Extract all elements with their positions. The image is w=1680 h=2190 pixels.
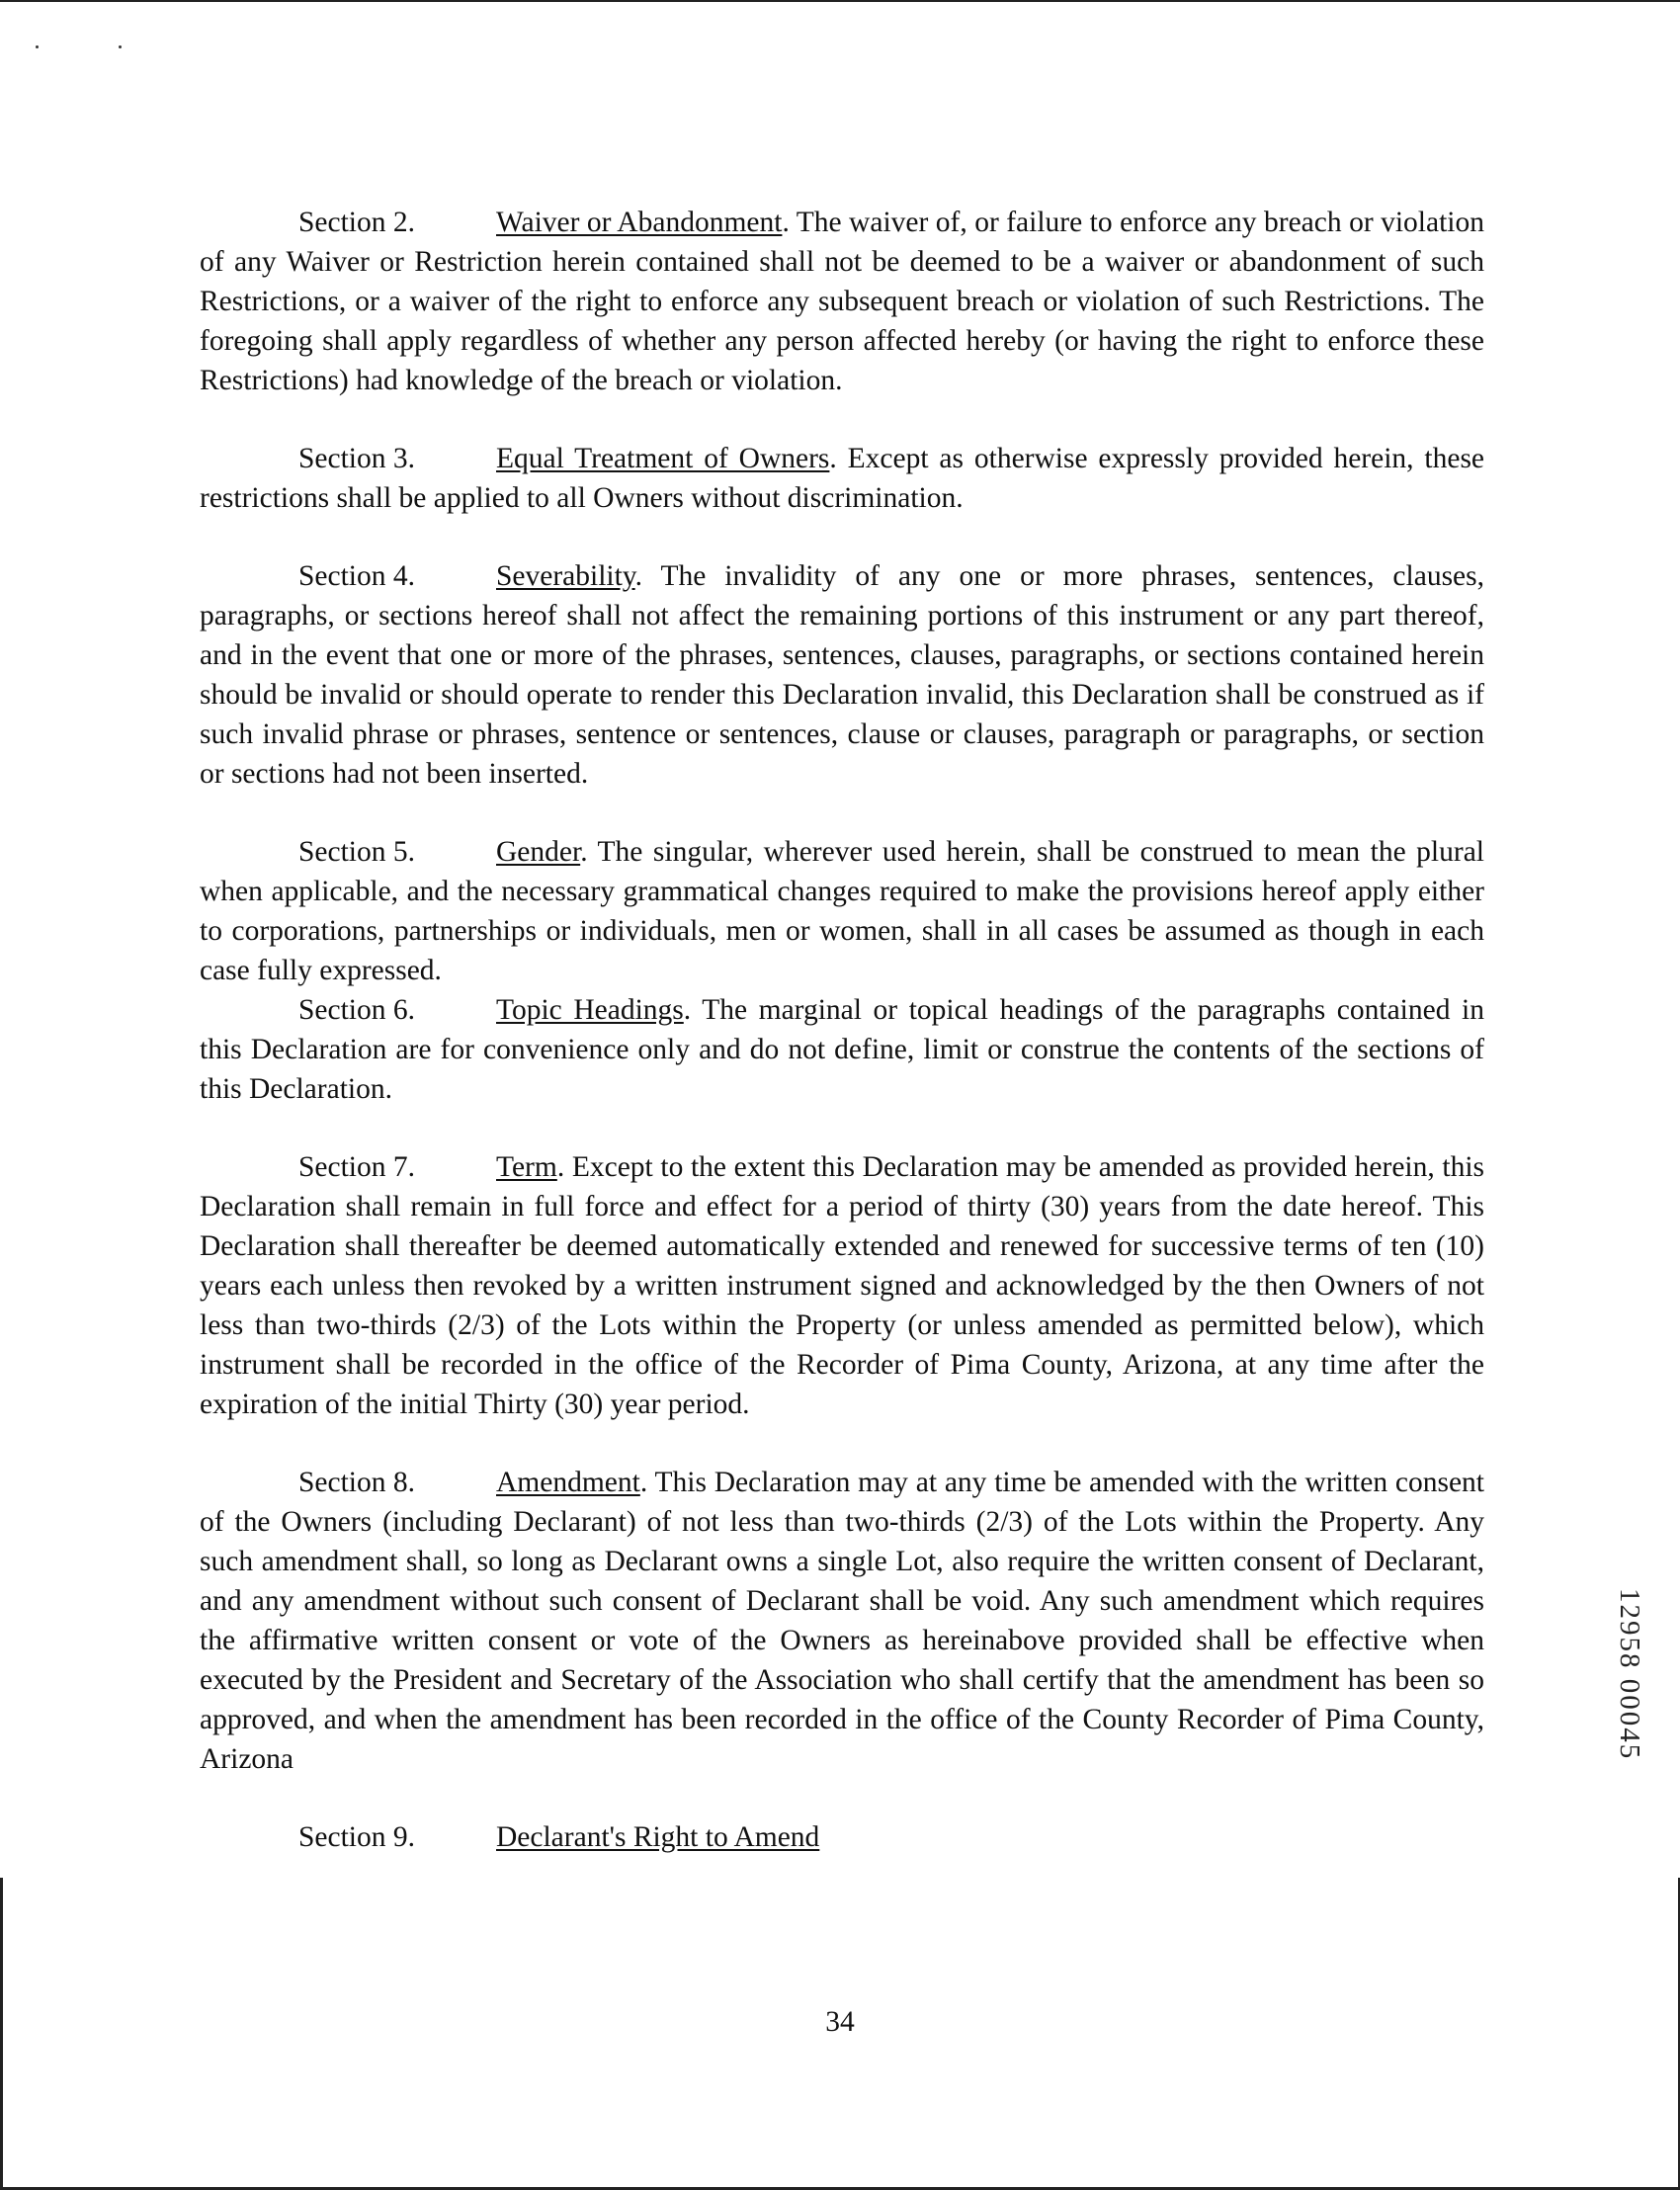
- section-number: Section 4.: [298, 560, 415, 592]
- section-title: Topic Headings: [496, 994, 684, 1026]
- section-text: . The marginal or topical headings of the paragraphs contained in this Declaration are for convenience only and do not define, limit or construe the contents of the sections of this Declaration.: [200, 994, 1485, 1105]
- section-8: [200, 1463, 1484, 1779]
- document-body: [200, 203, 1484, 1895]
- section-number: Section 7.: [298, 1151, 415, 1183]
- section-text: . The invalidity of any one or more phrases, sentences, clauses, paragraphs, or sections hereof shall not affect the remaining portions of this instrument or any part thereof, and in the event that one or more of the phrases, sentences, clauses, paragraphs, or sections contained herein should be invalid or should operate to render this Declaration invalid, this Declaration shall be construed as if such invalid phrase or phrases, sentence or sentences, clause or clauses, paragraph or paragraphs, or section or sections had not been inserted.: [200, 560, 1484, 790]
- section-2: [200, 203, 1484, 400]
- section-number: Section 2.: [298, 207, 415, 238]
- section-9: [200, 1817, 1484, 1857]
- section-title: Gender: [496, 836, 581, 868]
- section-title: Declarant's Right to Amend: [496, 1821, 820, 1853]
- section-7: [200, 1147, 1484, 1424]
- section-text: . The waiver of, or failure to enforce any breach or violation of any Waiver or Restriction herein contained shall not be deemed to be a waiver or abandonment of such Restrictions, or a waiver of the right to enforce any subsequent breach or violation of such Restrictions. The foregoing shall apply regardless of whether any person affected hereby (or having the right to enforce these Restrictions) had knowledge of the breach or violation.: [200, 207, 1484, 396]
- section-text: . The singular, wherever used herein, shall be construed to mean the plural when applicable, and the necessary grammatical changes required to make the provisions hereof apply either to corporations, partnerships or individuals, men or women, shall in all cases be assumed as though in each case fully expressed.: [200, 836, 1484, 986]
- recording-stamp-text: 12958 00045: [1614, 1588, 1645, 1761]
- section-5: [200, 832, 1484, 990]
- scan-speck: [36, 45, 39, 48]
- section-text: . Except to the extent this Declaration may be amended as provided herein, this Declaration shall remain in full force and effect for a period of thirty (30) years from the date hereof. This Declaration shall thereafter be deemed automatically extended and renewed for successive terms of ten (10) years each unless then revoked by a written instrument signed and acknowledged by the then Owners of not less than two-thirds (2/3) of the Lots within the Property (or unless amended as permitted below), which instrument shall be recorded in the office of the Recorder of Pima County, Arizona, at any time after the expiration of the initial Thirty (30) year period.: [200, 1151, 1484, 1420]
- section-3: [200, 439, 1484, 518]
- section-title: Equal Treatment of Owners: [496, 443, 830, 474]
- section-text: . This Declaration may at any time be amended with the written consent of the Owners (including Declarant) of not less than two-thirds (2/3) of the Lots within the Property. Any such amendment shall, so long as Declarant owns a single Lot, also require the written consent of Declarant, and any amendment without such consent of Declarant shall be void. Any such amendment which requires the affirmative written consent or vote of the Owners as hereinabove provided shall be effective when executed by the President and Secretary of the Association who shall certify that the amendment has been so approved, and when the amendment has been recorded in the office of the County Recorder of Pima County, Arizona: [200, 1467, 1484, 1775]
- scan-speck: [119, 45, 122, 48]
- section-number: Section 9.: [298, 1821, 415, 1853]
- section-6: [200, 990, 1484, 1109]
- recording-stamp: [1615, 1588, 1648, 1855]
- section-4: [200, 556, 1484, 794]
- section-number: Section 3.: [298, 443, 415, 474]
- section-title: Term: [496, 1151, 557, 1183]
- scan-top-edge: [0, 0, 1680, 2]
- section-title: Amendment: [496, 1467, 640, 1498]
- section-number: Section 8.: [298, 1467, 415, 1498]
- section-text: . Except as otherwise expressly provided herein, these restrictions shall be applied to all Owners without discrimination.: [200, 443, 1485, 514]
- page-number: 34: [825, 2006, 855, 2038]
- section-title: Severability: [496, 560, 635, 592]
- section-title: Waiver or Abandonment: [496, 207, 783, 238]
- section-number: Section 6.: [298, 994, 415, 1026]
- section-number: Section 5.: [298, 836, 415, 868]
